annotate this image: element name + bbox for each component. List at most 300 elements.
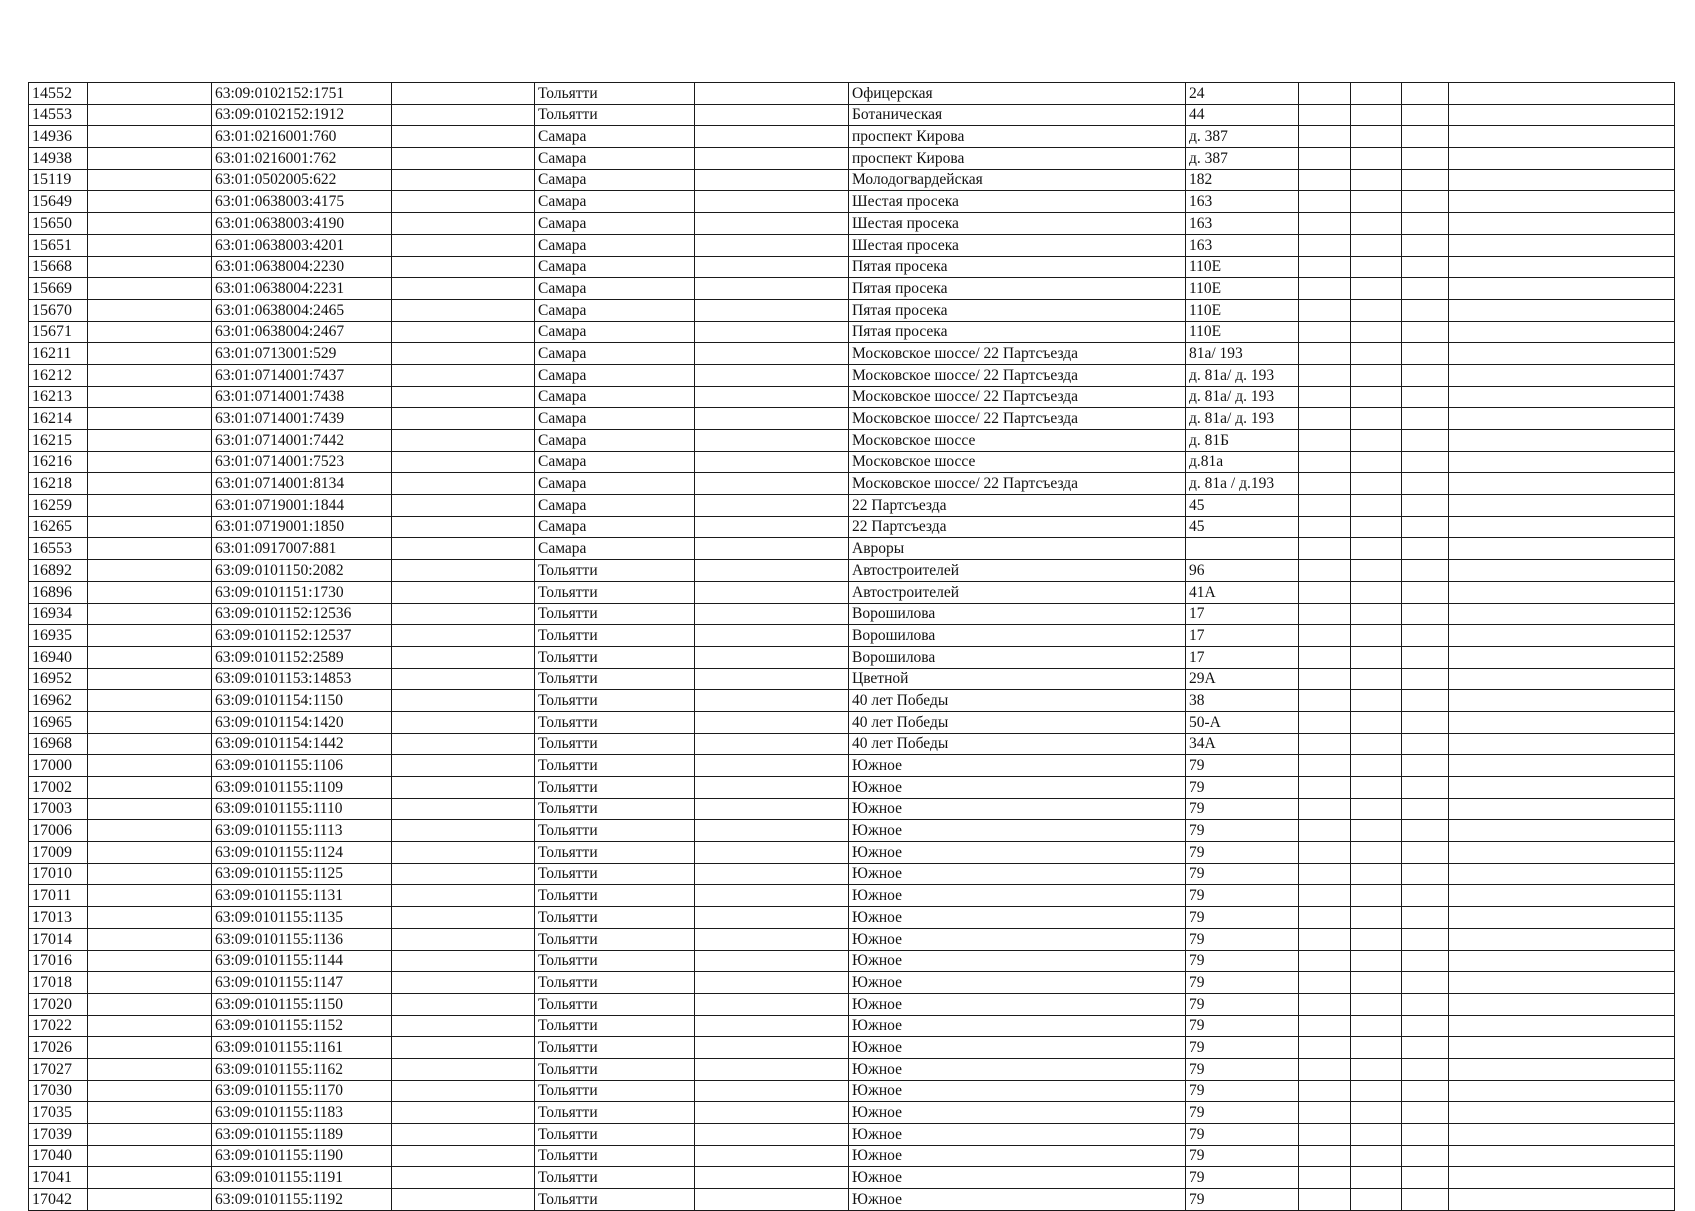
house-number-cell: 163	[1186, 234, 1299, 256]
blank-cell	[695, 126, 849, 148]
house-number-cell: 79	[1186, 1102, 1299, 1124]
blank-cell	[1402, 733, 1449, 755]
table-row	[29, 625, 1675, 647]
record-number-cell: 17030	[29, 1080, 88, 1102]
blank-cell	[1449, 234, 1675, 256]
blank-cell	[88, 1145, 212, 1167]
blank-cell	[392, 234, 535, 256]
blank-cell	[1299, 1167, 1351, 1189]
table-row	[29, 343, 1675, 365]
record-number-cell: 17041	[29, 1167, 88, 1189]
blank-cell	[392, 213, 535, 235]
blank-cell	[695, 278, 849, 300]
street-cell: Южное	[849, 1124, 1186, 1146]
city-cell: Самара	[535, 169, 695, 191]
blank-cell	[1449, 1080, 1675, 1102]
house-number-cell: 96	[1186, 560, 1299, 582]
blank-cell	[695, 1145, 849, 1167]
blank-cell	[695, 1189, 849, 1211]
blank-cell	[695, 473, 849, 495]
blank-cell	[695, 733, 849, 755]
cadastral-number-cell: 63:01:0917007:881	[212, 538, 392, 560]
record-number-cell: 16896	[29, 581, 88, 603]
table-body	[29, 83, 1675, 1211]
blank-cell	[695, 755, 849, 777]
blank-cell	[695, 386, 849, 408]
cadastral-number-cell: 63:09:0101152:12537	[212, 625, 392, 647]
table-row	[29, 1189, 1675, 1211]
blank-cell	[88, 191, 212, 213]
blank-cell	[88, 364, 212, 386]
blank-cell	[1299, 993, 1351, 1015]
city-cell: Тольятти	[535, 798, 695, 820]
cadastral-number-cell: 63:09:0101155:1125	[212, 863, 392, 885]
blank-cell	[392, 690, 535, 712]
record-number-cell: 17014	[29, 928, 88, 950]
blank-cell	[392, 1080, 535, 1102]
house-number-cell: 44	[1186, 104, 1299, 126]
blank-cell	[695, 646, 849, 668]
blank-cell	[695, 451, 849, 473]
blank-cell	[695, 256, 849, 278]
blank-cell	[695, 863, 849, 885]
record-number-cell: 17013	[29, 907, 88, 929]
blank-cell	[392, 950, 535, 972]
blank-cell	[88, 495, 212, 517]
blank-cell	[88, 538, 212, 560]
blank-cell	[1402, 364, 1449, 386]
house-number-cell: 29А	[1186, 668, 1299, 690]
blank-cell	[1449, 668, 1675, 690]
blank-cell	[1402, 928, 1449, 950]
blank-cell	[1351, 148, 1402, 170]
blank-cell	[1351, 603, 1402, 625]
blank-cell	[1299, 408, 1351, 430]
blank-cell	[1299, 126, 1351, 148]
city-cell: Тольятти	[535, 1189, 695, 1211]
blank-cell	[1351, 1037, 1402, 1059]
blank-cell	[1449, 191, 1675, 213]
blank-cell	[392, 668, 535, 690]
blank-cell	[392, 777, 535, 799]
blank-cell	[1299, 1015, 1351, 1037]
record-number-cell: 16213	[29, 386, 88, 408]
street-cell: Южное	[849, 907, 1186, 929]
blank-cell	[1449, 1058, 1675, 1080]
house-number-cell: 163	[1186, 213, 1299, 235]
blank-cell	[695, 885, 849, 907]
blank-cell	[1299, 646, 1351, 668]
house-number-cell: д. 81а/ д. 193	[1186, 364, 1299, 386]
street-cell: Южное	[849, 1102, 1186, 1124]
blank-cell	[1402, 169, 1449, 191]
city-cell: Тольятти	[535, 690, 695, 712]
cadastral-number-cell: 63:09:0101155:1190	[212, 1145, 392, 1167]
blank-cell	[695, 972, 849, 994]
city-cell: Самара	[535, 299, 695, 321]
city-cell: Самара	[535, 256, 695, 278]
table-row	[29, 1145, 1675, 1167]
table-row	[29, 126, 1675, 148]
record-number-cell: 17018	[29, 972, 88, 994]
blank-cell	[1449, 560, 1675, 582]
blank-cell	[1351, 798, 1402, 820]
blank-cell	[695, 1058, 849, 1080]
house-number-cell: 79	[1186, 1058, 1299, 1080]
blank-cell	[1299, 842, 1351, 864]
blank-cell	[1351, 364, 1402, 386]
blank-cell	[1449, 603, 1675, 625]
blank-cell	[88, 213, 212, 235]
blank-cell	[1449, 885, 1675, 907]
blank-cell	[1449, 538, 1675, 560]
blank-cell	[1402, 1167, 1449, 1189]
house-number-cell: д. 81а / д.193	[1186, 473, 1299, 495]
cadastral-number-cell: 63:09:0101155:1113	[212, 820, 392, 842]
blank-cell	[1299, 538, 1351, 560]
street-cell: 40 лет Победы	[849, 711, 1186, 733]
house-number-cell: д. 81а/ д. 193	[1186, 386, 1299, 408]
blank-cell	[1351, 538, 1402, 560]
blank-cell	[1402, 1102, 1449, 1124]
record-number-cell: 16940	[29, 646, 88, 668]
blank-cell	[1402, 1058, 1449, 1080]
blank-cell	[1299, 451, 1351, 473]
blank-cell	[1449, 408, 1675, 430]
blank-cell	[88, 733, 212, 755]
blank-cell	[695, 668, 849, 690]
blank-cell	[1351, 495, 1402, 517]
blank-cell	[392, 1124, 535, 1146]
blank-cell	[392, 278, 535, 300]
blank-cell	[1449, 907, 1675, 929]
blank-cell	[392, 820, 535, 842]
blank-cell	[88, 256, 212, 278]
cadastral-number-cell: 63:01:0216001:760	[212, 126, 392, 148]
blank-cell	[392, 993, 535, 1015]
table-row	[29, 364, 1675, 386]
blank-cell	[1449, 625, 1675, 647]
blank-cell	[1449, 278, 1675, 300]
blank-cell	[88, 1189, 212, 1211]
cadastral-number-cell: 63:01:0714001:7438	[212, 386, 392, 408]
street-cell: проспект Кирова	[849, 126, 1186, 148]
blank-cell	[1402, 1015, 1449, 1037]
city-cell: Тольятти	[535, 1037, 695, 1059]
record-number-cell: 16259	[29, 495, 88, 517]
house-number-cell: 79	[1186, 820, 1299, 842]
street-cell: Молодогвардейская	[849, 169, 1186, 191]
blank-cell	[88, 993, 212, 1015]
street-cell: Южное	[849, 842, 1186, 864]
cadastral-number-cell: 63:01:0638003:4175	[212, 191, 392, 213]
blank-cell	[392, 126, 535, 148]
street-cell: Московское шоссе/ 22 Партсъезда	[849, 343, 1186, 365]
record-number-cell: 16962	[29, 690, 88, 712]
table-row	[29, 560, 1675, 582]
blank-cell	[392, 928, 535, 950]
blank-cell	[1402, 950, 1449, 972]
blank-cell	[1351, 278, 1402, 300]
blank-cell	[1449, 169, 1675, 191]
house-number-cell: 79	[1186, 777, 1299, 799]
blank-cell	[1402, 451, 1449, 473]
house-number-cell: 79	[1186, 928, 1299, 950]
blank-cell	[1449, 343, 1675, 365]
blank-cell	[1299, 885, 1351, 907]
blank-cell	[88, 668, 212, 690]
blank-cell	[695, 1167, 849, 1189]
blank-cell	[695, 495, 849, 517]
blank-cell	[88, 1102, 212, 1124]
blank-cell	[1299, 560, 1351, 582]
blank-cell	[1402, 820, 1449, 842]
house-number-cell: 79	[1186, 950, 1299, 972]
house-number-cell: д. 387	[1186, 126, 1299, 148]
street-cell: Ворошилова	[849, 603, 1186, 625]
house-number-cell: 34А	[1186, 733, 1299, 755]
cadastral-number-cell: 63:09:0101150:2082	[212, 560, 392, 582]
blank-cell	[88, 104, 212, 126]
record-number-cell: 16965	[29, 711, 88, 733]
blank-cell	[1402, 386, 1449, 408]
blank-cell	[1351, 1189, 1402, 1211]
table-row	[29, 993, 1675, 1015]
blank-cell	[392, 1167, 535, 1189]
house-number-cell: 79	[1186, 993, 1299, 1015]
blank-cell	[88, 907, 212, 929]
house-number-cell: 79	[1186, 863, 1299, 885]
record-number-cell: 17035	[29, 1102, 88, 1124]
blank-cell	[1449, 1145, 1675, 1167]
blank-cell	[1402, 343, 1449, 365]
street-cell: Московское шоссе	[849, 451, 1186, 473]
table-row	[29, 863, 1675, 885]
blank-cell	[1351, 885, 1402, 907]
cadastral-number-cell: 63:09:0101155:1144	[212, 950, 392, 972]
city-cell: Тольятти	[535, 950, 695, 972]
blank-cell	[695, 928, 849, 950]
city-cell: Тольятти	[535, 560, 695, 582]
house-number-cell: 24	[1186, 83, 1299, 105]
blank-cell	[695, 820, 849, 842]
blank-cell	[392, 711, 535, 733]
blank-cell	[392, 603, 535, 625]
cadastral-number-cell: 63:01:0216001:762	[212, 148, 392, 170]
blank-cell	[1402, 256, 1449, 278]
blank-cell	[695, 798, 849, 820]
record-number-cell: 16215	[29, 430, 88, 452]
cadastral-number-cell: 63:01:0713001:529	[212, 343, 392, 365]
cadastral-number-cell: 63:09:0101155:1189	[212, 1124, 392, 1146]
blank-cell	[1449, 581, 1675, 603]
blank-cell	[1351, 1167, 1402, 1189]
record-number-cell: 16892	[29, 560, 88, 582]
record-number-cell: 14936	[29, 126, 88, 148]
street-cell: Шестая просека	[849, 234, 1186, 256]
blank-cell	[1299, 863, 1351, 885]
table-row	[29, 690, 1675, 712]
table-row	[29, 104, 1675, 126]
blank-cell	[1299, 755, 1351, 777]
blank-cell	[1402, 408, 1449, 430]
cadastral-number-cell: 63:01:0638003:4190	[212, 213, 392, 235]
blank-cell	[1402, 299, 1449, 321]
street-cell: Московское шоссе/ 22 Партсъезда	[849, 386, 1186, 408]
record-number-cell: 17027	[29, 1058, 88, 1080]
city-cell: Самара	[535, 364, 695, 386]
blank-cell	[1402, 191, 1449, 213]
blank-cell	[695, 1124, 849, 1146]
cadastral-number-cell: 63:09:0101155:1109	[212, 777, 392, 799]
blank-cell	[1351, 169, 1402, 191]
record-number-cell: 17011	[29, 885, 88, 907]
blank-cell	[1449, 1189, 1675, 1211]
blank-cell	[1449, 473, 1675, 495]
blank-cell	[1402, 625, 1449, 647]
blank-cell	[1299, 430, 1351, 452]
blank-cell	[1351, 1102, 1402, 1124]
blank-cell	[1351, 343, 1402, 365]
blank-cell	[695, 213, 849, 235]
blank-cell	[88, 516, 212, 538]
blank-cell	[695, 364, 849, 386]
blank-cell	[1402, 581, 1449, 603]
cadastral-number-cell: 63:09:0101155:1162	[212, 1058, 392, 1080]
house-number-cell: 45	[1186, 495, 1299, 517]
blank-cell	[392, 1189, 535, 1211]
city-cell: Тольятти	[535, 972, 695, 994]
blank-cell	[392, 560, 535, 582]
street-cell: Пятая просека	[849, 299, 1186, 321]
blank-cell	[1402, 603, 1449, 625]
blank-cell	[1402, 646, 1449, 668]
blank-cell	[1299, 364, 1351, 386]
record-number-cell: 16214	[29, 408, 88, 430]
blank-cell	[1351, 668, 1402, 690]
record-number-cell: 17010	[29, 863, 88, 885]
blank-cell	[1351, 430, 1402, 452]
street-cell: Пятая просека	[849, 321, 1186, 343]
street-cell: Южное	[849, 1145, 1186, 1167]
city-cell: Самара	[535, 278, 695, 300]
blank-cell	[1351, 1124, 1402, 1146]
blank-cell	[695, 321, 849, 343]
table-row	[29, 1080, 1675, 1102]
blank-cell	[695, 603, 849, 625]
cadastral-number-cell: 63:09:0101155:1136	[212, 928, 392, 950]
street-cell: Шестая просека	[849, 191, 1186, 213]
blank-cell	[1299, 625, 1351, 647]
house-number-cell: 17	[1186, 603, 1299, 625]
record-number-cell: 16216	[29, 451, 88, 473]
blank-cell	[1449, 646, 1675, 668]
blank-cell	[695, 907, 849, 929]
blank-cell	[1351, 321, 1402, 343]
house-number-cell: 182	[1186, 169, 1299, 191]
table-row	[29, 213, 1675, 235]
blank-cell	[1351, 256, 1402, 278]
blank-cell	[392, 1145, 535, 1167]
blank-cell	[1299, 386, 1351, 408]
table-row	[29, 950, 1675, 972]
cadastral-number-cell: 63:09:0101155:1191	[212, 1167, 392, 1189]
blank-cell	[695, 299, 849, 321]
blank-cell	[1402, 907, 1449, 929]
house-number-cell: 79	[1186, 842, 1299, 864]
blank-cell	[1351, 928, 1402, 950]
street-cell: Шестая просека	[849, 213, 1186, 235]
blank-cell	[1449, 364, 1675, 386]
blank-cell	[1402, 430, 1449, 452]
blank-cell	[1299, 668, 1351, 690]
street-cell: Южное	[849, 1167, 1186, 1189]
blank-cell	[392, 798, 535, 820]
city-cell: Тольятти	[535, 625, 695, 647]
blank-cell	[88, 690, 212, 712]
blank-cell	[88, 1080, 212, 1102]
cadastral-number-cell: 63:01:0714001:7437	[212, 364, 392, 386]
city-cell: Тольятти	[535, 885, 695, 907]
blank-cell	[1351, 1015, 1402, 1037]
table-row	[29, 148, 1675, 170]
city-cell: Самара	[535, 234, 695, 256]
blank-cell	[1449, 820, 1675, 842]
blank-cell	[88, 842, 212, 864]
blank-cell	[392, 1102, 535, 1124]
cadastral-number-cell: 63:09:0101155:1152	[212, 1015, 392, 1037]
record-number-cell: 16968	[29, 733, 88, 755]
city-cell: Тольятти	[535, 928, 695, 950]
table-row	[29, 256, 1675, 278]
street-cell: Московское шоссе/ 22 Партсъезда	[849, 473, 1186, 495]
property-registry-sheet	[28, 82, 1674, 1211]
blank-cell	[1351, 755, 1402, 777]
blank-cell	[1449, 451, 1675, 473]
table-row	[29, 842, 1675, 864]
blank-cell	[1351, 646, 1402, 668]
blank-cell	[1449, 777, 1675, 799]
record-number-cell: 17020	[29, 993, 88, 1015]
street-cell: Южное	[849, 993, 1186, 1015]
street-cell: Южное	[849, 1015, 1186, 1037]
city-cell: Тольятти	[535, 1015, 695, 1037]
blank-cell	[1351, 386, 1402, 408]
blank-cell	[1402, 755, 1449, 777]
blank-cell	[1402, 668, 1449, 690]
street-cell: Южное	[849, 885, 1186, 907]
blank-cell	[695, 234, 849, 256]
city-cell: Самара	[535, 148, 695, 170]
blank-cell	[695, 1015, 849, 1037]
blank-cell	[392, 581, 535, 603]
blank-cell	[1299, 148, 1351, 170]
table-row	[29, 83, 1675, 105]
cadastral-number-cell: 63:01:0638003:4201	[212, 234, 392, 256]
house-number-cell: 110Е	[1186, 256, 1299, 278]
city-cell: Тольятти	[535, 777, 695, 799]
blank-cell	[1299, 1058, 1351, 1080]
city-cell: Тольятти	[535, 646, 695, 668]
table-row	[29, 1058, 1675, 1080]
blank-cell	[1351, 972, 1402, 994]
blank-cell	[695, 104, 849, 126]
blank-cell	[695, 690, 849, 712]
blank-cell	[1402, 83, 1449, 105]
blank-cell	[88, 625, 212, 647]
blank-cell	[1299, 191, 1351, 213]
street-cell: Пятая просека	[849, 278, 1186, 300]
